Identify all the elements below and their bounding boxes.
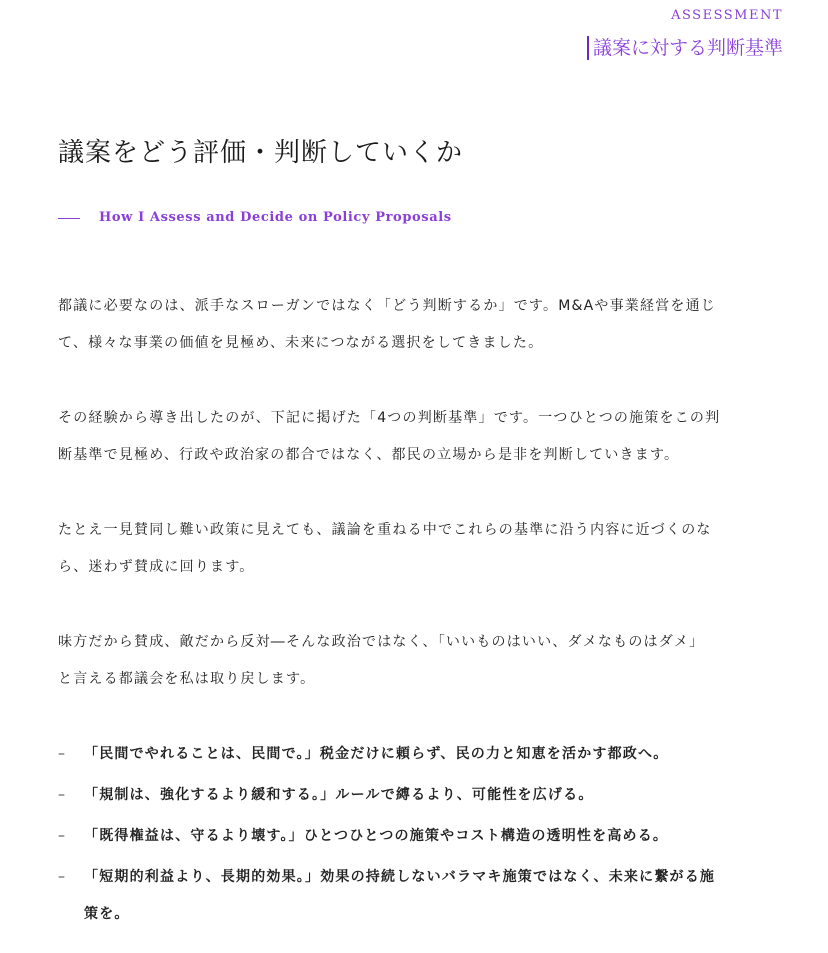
- page-title: 議案をどう評価・判断していくか: [58, 138, 464, 168]
- section-title: 議案に対する判断基準: [587, 36, 783, 60]
- paragraph: たとえ一見賛同し難い政策に見えても、議論を重ねる中でこれらの基準に沿う内容に近づくのな ら、迷わず賛成に回ります。: [58, 522, 712, 575]
- paragraph: その経験から導き出したのが、下記に掲げた「4つの判断基準」です。一つひとつの施策をこの判 断基準で見極め、行政や政治家の都合ではなく、都民の立場から是非を判断していきます。: [58, 410, 721, 463]
- criteria-text: 「民間でやれることは、民間で。」税金だけに頼らず、民の力と知恵を活かす都政へ。: [84, 746, 669, 762]
- criteria-item: [58, 818, 783, 855]
- criteria-item: [58, 859, 783, 933]
- criteria-item: [58, 736, 783, 773]
- main-content: [58, 136, 783, 933]
- subtitle-rule: [58, 218, 80, 219]
- paragraph: 味方だから賛成、敵だから反対―そんな政治ではなく、「いいものはいい、ダメなものはダメ」 と言える都議会を私は取り戻します。: [58, 634, 705, 687]
- paragraph: 都議に必要なのは、派手なスローガンではなく「どう判断するか」です。M&Aや事業経営を通じ て、様々な事業の価値を見極め、未来につながる選択をしてきました。: [58, 298, 716, 351]
- subtitle-text: How I Assess and Decide on Policy Proposals: [99, 210, 452, 225]
- dash-bullet: –: [58, 869, 67, 885]
- criteria-text: 「短期的利益より、長期的効果。」効果の持続しないバラマキ施策ではなく、未来に繋がる施 策を。: [84, 869, 716, 922]
- section-eyebrow: ASSESSMENT: [671, 8, 783, 23]
- criteria-item: [58, 777, 783, 814]
- body-text: [58, 288, 783, 933]
- dash-bullet: –: [58, 787, 67, 803]
- page-subtitle: [58, 209, 783, 227]
- criteria-text: 「規制は、強化するより緩和する。」ルールで縛るより、可能性を広げる。: [84, 787, 594, 803]
- dash-bullet: –: [58, 746, 67, 762]
- criteria-text: 「既得権益は、守るより壊す。」ひとつひとつの施策やコスト構造の透明性を高める。: [84, 828, 669, 844]
- criteria-list: [58, 736, 783, 933]
- page-header: [587, 8, 783, 60]
- dash-bullet: –: [58, 828, 67, 844]
